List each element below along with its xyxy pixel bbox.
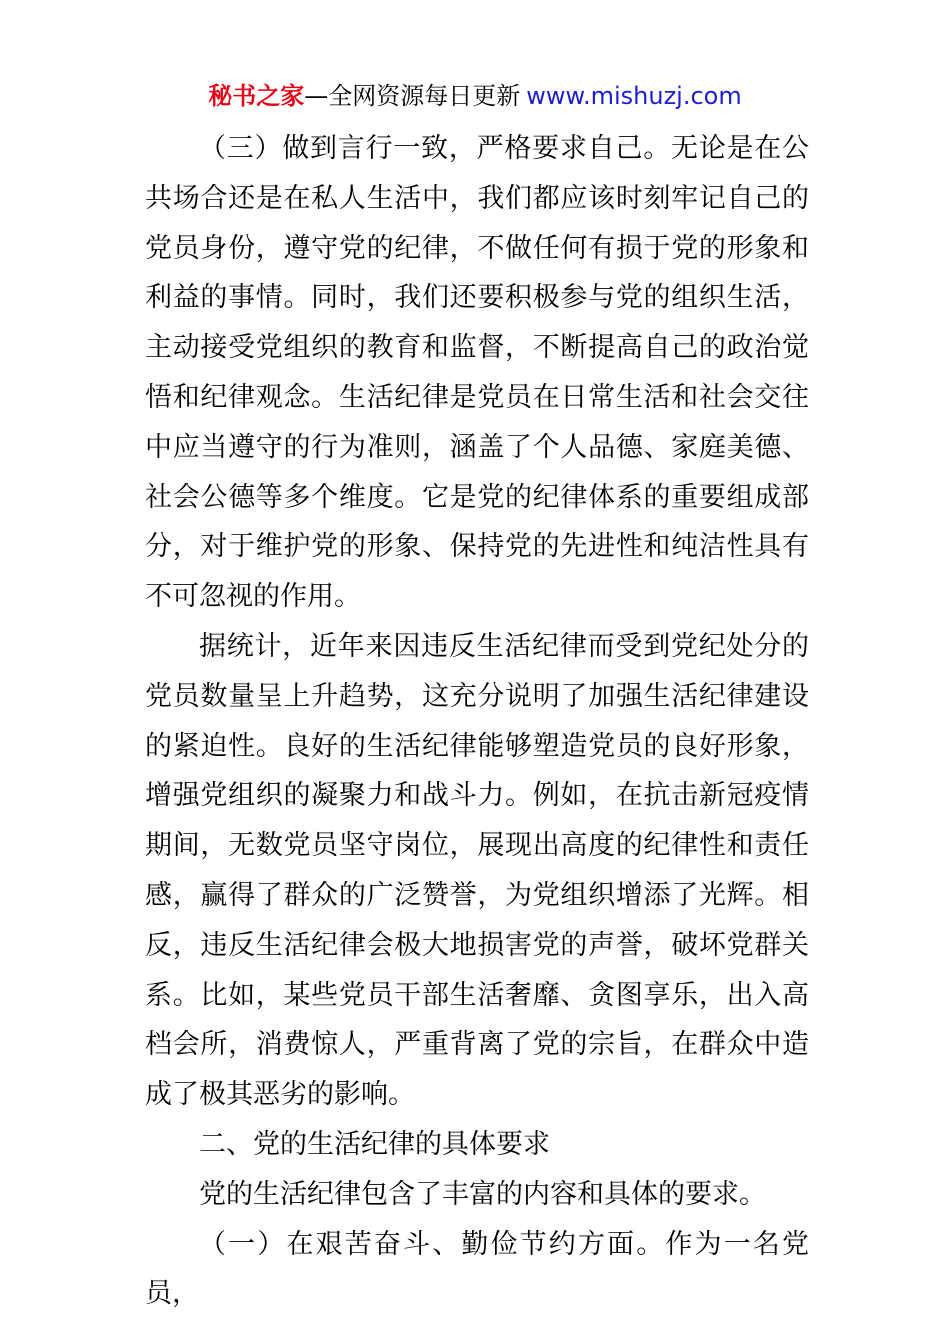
site-header xyxy=(0,80,950,112)
paragraph: 党的生活纪律包含了丰富的内容和具体的要求。 xyxy=(199,1178,766,1210)
paragraph: 据统计，近年来因违反生活纪律而受到党纪处分的党员数量呈上升趋势，这充分说明了加强生活纪律建设的紧迫性。良好的生活纪律能够塑造党员的良好形象，增强党组织的凝聚力和战斗力。例如，在抗击新冠疫情期间，无数党员坚守岗位，展现出高度的纪律性和责任感，赢得了群众的广泛赞誉，为党组织增添了光辉。相反，违反生活纪律会极大地损害党的声誉，破坏党群关系。比如，某些党员干部生活奢靡、贪图享乐，出入高档会所，消费惊人，严重背离了党的宗旨，在群众中造成了极其恶劣的影响。 xyxy=(145,630,809,1111)
paragraph: （一）在艰苦奋斗、勤俭节约方面。作为一名党员， xyxy=(145,1228,809,1310)
site-url-link[interactable]: www.mishuzj.com xyxy=(526,82,742,110)
site-tagline: —全网资源每日更新 xyxy=(304,82,521,110)
site-brand: 秘书之家 xyxy=(208,82,305,110)
section-heading: 二、党的生活纪律的具体要求 xyxy=(199,1128,550,1160)
document-body xyxy=(145,124,809,1319)
paragraph: （三）做到言行一致，严格要求自己。无论是在公共场合还是在私人生活中，我们都应该时刻牢记自己的党员身份，遵守党的纪律，不做任何有损于党的形象和利益的事情。同时，我们还要积极参与党的组织生活，主动接受党组织的教育和监督，不断提高自己的政治觉悟和纪律观念。生活纪律是党员在日常生活和社会交往中应当遵守的行为准则，涵盖了个人品德、家庭美德、社会公德等多个维度。它是党的纪律体系的重要组成部分，对于维护党的形象、保持党的先进性和纯洁性具有不可忽视的作用。 xyxy=(145,133,809,613)
